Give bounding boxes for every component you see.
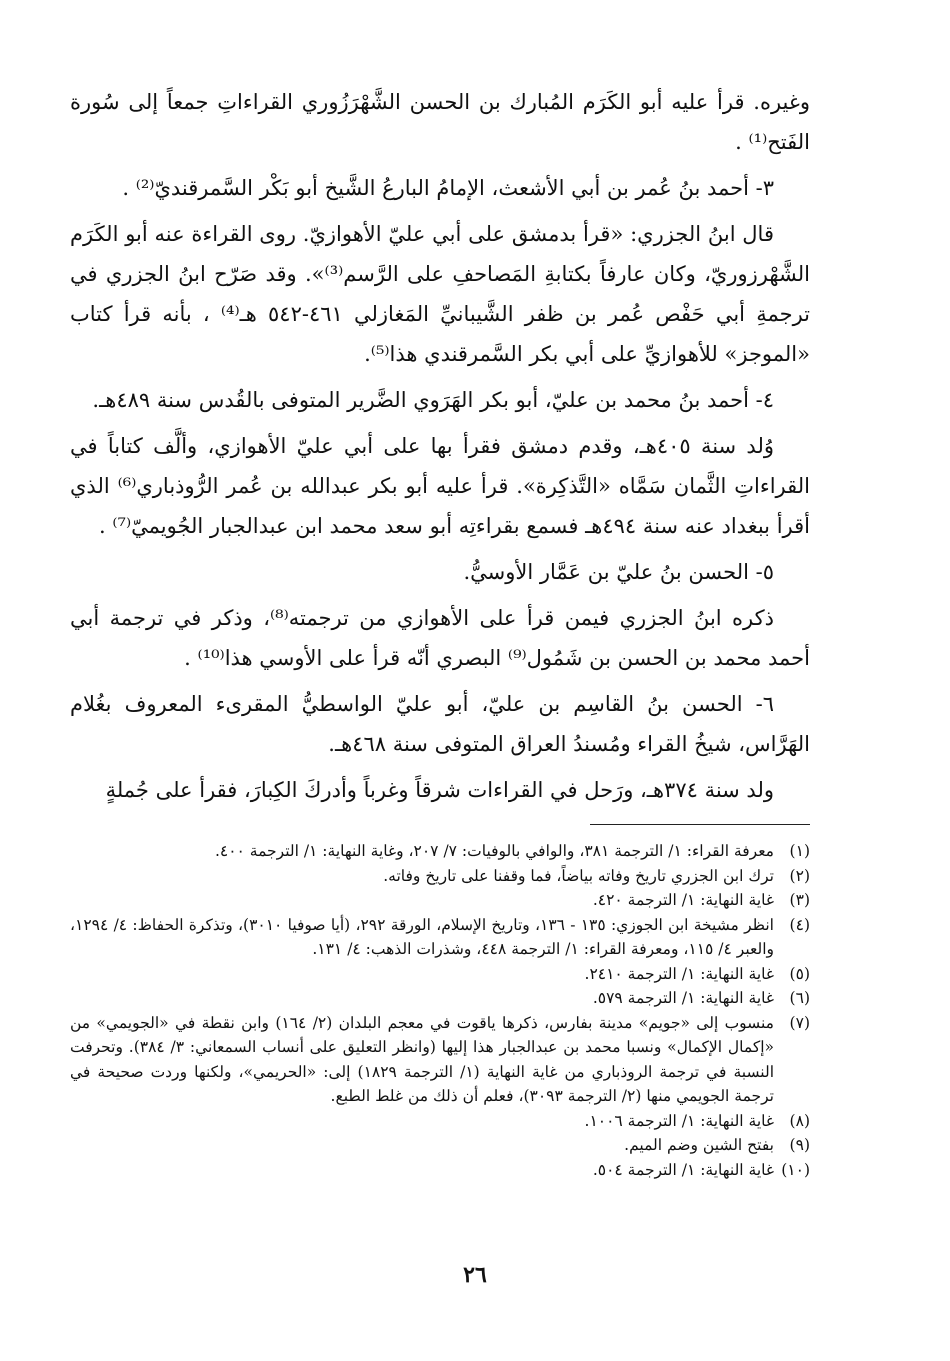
footnote: [70, 888, 810, 913]
entry-6-body: ولد سنة ٣٧٤هـ، ورَحل في القراءات شرقاً وغرباً وأدركَ الكِبارَ، فقرأ على جُملةٍ: [105, 778, 774, 802]
footnote-number: (١): [789, 842, 810, 860]
footnote: [70, 1158, 810, 1183]
footnote: [70, 839, 810, 864]
footnote: [70, 986, 810, 1011]
footnote-text: غاية النهاية: ١/ الترجمة ٢٤١٠.: [584, 964, 774, 983]
page-number: ٢٦: [463, 1262, 487, 1288]
footnote-number: (٤): [789, 915, 810, 934]
entry-3-body: قال ابنُ الجزري: «قرأ بدمشق على أبي عليّ الأهوازيّ. روى القراءة عنه أبو الكَرَم الشَّهْرزوريّ، وكان عارفاً بكتابةِ المَصاحفِ على الرَّسم⁽³⁾». وقد صَرّح ابنُ الجزري في ترجمةِ أبي حَفْص عُمر بن ظفر الشَّيبانيِّ المَغازلي ٤٦١-٥٤٢ هـ⁽⁴⁾ ، بأنه قرأ كتاب «الموجز» للأهوازيِّ على أبي بكر السَّمرقندي هذا⁽⁵⁾.: [70, 222, 811, 366]
main-text: [70, 82, 810, 810]
footnote-text: غاية النهاية: ١/ الترجمة ٥٠٤.: [592, 1160, 774, 1179]
footnote-text: غاية النهاية: ١/ الترجمة ٥٧٩.: [592, 989, 774, 1007]
footnotes: [70, 839, 810, 1182]
footnote: [70, 1133, 810, 1158]
footnote: [70, 1011, 810, 1109]
footnote-text: غاية النهاية: ١/ الترجمة ٤٢٠.: [592, 891, 774, 909]
footnote-divider: [590, 824, 810, 825]
entry-3-heading: ٣- أحمد بنُ عُمر بن أبي الأشعث، الإمامُ البارعُ الشَّيخ أبو بَكْر السَّمرقنديّ⁽²⁾ .: [122, 176, 774, 200]
entry-4-body: وُلد سنة ٤٠٥هـ، وقدم دمشق فقرأ بها على أبي عليّ الأهوازي، وألَّف كتاباً في القراءاتِ الثَّمان سَمَّاه «التَّذكِرة». قرأ عليه أبو بكر عبدالله بن عُمر الرُّوذباري⁽⁶⁾ الذي أقرأ ببغداد عنه سنة ٤٩٤هـ فسمع بقراءتِه أبو سعد محمد ابن عبدالجبار الجُويميّ⁽⁷⁾ .: [70, 434, 810, 538]
footnote-text: غاية النهاية: ١/ الترجمة ١٠٠٦.: [584, 1111, 774, 1130]
footnote-number: (٥): [789, 964, 810, 983]
footnote-text: منسوب إلى «جويم» مدينة بفارس، ذكرها ياقوت في معجم البلدان (٢/ ١٦٤) وابن نقطة في «الجويمي» من «إكمال الإكمال» ونسبا محمد بن عبدالجبار هذا إليها (وانظر التعليق على أنساب السمعاني: ٣/ ٣٨٤). وتحرفت النسبة في ترجمة الروذباري من غاية النهاية (١/ الترجمة ١٨٢٩) إلى: «الحريمي»، ولكنها وردت صحيحة في ترجمة الجويمي منها (٢/ الترجمة ٣٠٩٣)، فعلم أن ذلك من غلط الطبع.: [70, 1013, 775, 1105]
footnote-number: (٩): [789, 1136, 810, 1154]
footnote-text: انظر مشيخة ابن الجوزي: ١٣٥ - ١٣٦، وتاريخ الإسلام، الورقة ٢٩٢، (أيا صوفيا ٣٠١٠)، وتذكرة الحفاظ: ٤/ ١٢٩٤، والعبر ٤/ ١١٥، ومعرفة القراء: ١/ الترجمة ٤٤٨، وشذرات الذهب: ٤/ ١٣١.: [70, 915, 774, 958]
paragraph-continuation: وغيره. قرأ عليه أبو الكَرَم المُبارك بن الحسن الشَّهْرَزُوري القراءاتِ جمعاً إلى سُورة الفَتح⁽¹⁾ .: [70, 90, 810, 154]
footnote-number: (٦): [789, 989, 810, 1007]
entry-4-heading: ٤- أحمد بنُ محمد بن عليّ، أبو بكر الهَرَوي الضَّرير المتوفى بالقُدس سنة ٤٨٩هـ.: [92, 388, 774, 412]
footnote-text: بفتح الشين وضم الميم.: [624, 1136, 774, 1154]
footnote-number: (٣): [789, 891, 810, 909]
footnote: [70, 962, 810, 987]
footnote: [70, 1109, 810, 1134]
footnote-text: معرفة القراء: ١/ الترجمة ٣٨١، والوافي بالوفيات: ٧/ ٢٠٧، وغاية النهاية: ١/ الترجمة ٤٠٠.: [214, 842, 774, 860]
entry-6-heading: ٦- الحسن بنُ القاسِم بن عليّ، أبو عليّ الواسطيُّ المقرىء المعروف بغُلام الهَرَّاس، شيخُ القراء ومُسندُ العراق المتوفى سنة ٤٦٨هـ.: [70, 692, 810, 756]
footnote: [70, 913, 810, 962]
footnote-text: ترك ابن الجزري تاريخ وفاته بياضاً، فما وقفنا على تاريخ وفاته.: [383, 866, 774, 885]
footnote-number: (٢): [789, 866, 810, 885]
footnote-number: (٨): [789, 1111, 810, 1130]
entry-5-body: ذكره ابنُ الجزري فيمن قرأ على الأهوازي من ترجمته⁽⁸⁾، وذكر في ترجمة أبي أحمد محمد بن الحسن بن شَمُول⁽⁹⁾ البصري أنّه قرأ على الأوسي هذا⁽¹⁰⁾ .: [70, 606, 810, 670]
footnote: [70, 864, 810, 889]
footnote-number: (٧): [789, 1013, 810, 1032]
entry-5-heading: ٥- الحسن بنُ عليّ بن عَمَّار الأوسيُّ.: [463, 560, 774, 584]
footnote-number: (١٠): [781, 1160, 810, 1179]
